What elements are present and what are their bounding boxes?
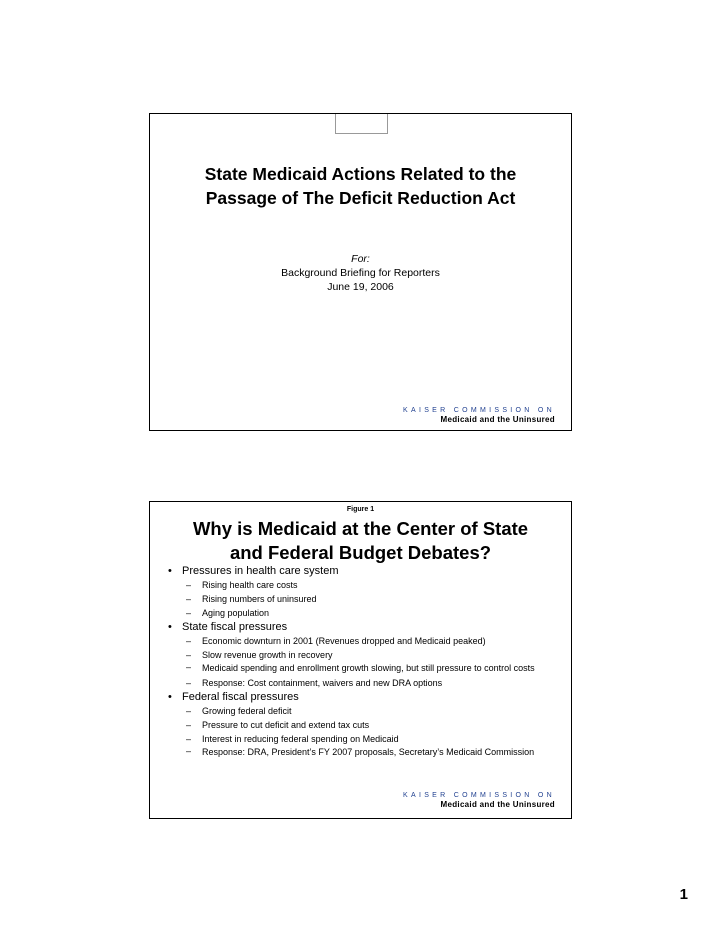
- date-text: June 19, 2006: [327, 281, 394, 293]
- bullet-list: [168, 564, 558, 760]
- sub-bullet-item: – Slow revenue growth in recovery: [186, 650, 333, 660]
- sub-bullet-item: – Response: Cost containment, waivers and new DRA options: [186, 678, 443, 688]
- bullet-item: • Pressures in health care system – Rising health care costs – Rising numbers of uninsured – Aging population: [168, 564, 558, 620]
- bullet-item: • Federal fiscal pressures – Growing federal deficit – Pressure to cut deficit and extend tax cuts – Interest in reducing federal spending on Medicaid – Response: DRA, President’s FY 2007 proposals, Secretary’s Medicaid Commission: [168, 690, 558, 760]
- slide-1: [149, 113, 572, 431]
- kaiser-logo: KAISER COMMISSION ON Medicaid and the Uninsured: [403, 407, 555, 424]
- briefing-text: Background Briefing for Reporters: [281, 267, 440, 279]
- sub-bullet-item: – Pressure to cut deficit and extend tax cuts: [186, 720, 370, 730]
- slide-2-title: Why is Medicaid at the Center of State and Federal Budget Debates?: [192, 518, 529, 563]
- sub-bullet-item: – Aging population: [186, 608, 270, 618]
- kaiser-logo: KAISER COMMISSION ON Medicaid and the Uninsured: [403, 792, 555, 809]
- slide-2: [149, 501, 572, 819]
- sub-bullet-item: – Rising numbers of uninsured: [186, 594, 317, 604]
- sub-bullet-item: – Response: DRA, President’s FY 2007 proposals, Secretary’s Medicaid Commission: [186, 746, 535, 757]
- page-number: 1: [679, 886, 688, 903]
- for-label: For:: [351, 253, 370, 265]
- sub-bullet-item: – Economic downturn in 2001 (Revenues dropped and Medicaid peaked): [186, 636, 486, 646]
- sub-bullet-item: – Growing federal deficit: [186, 706, 292, 716]
- sub-bullet-item: – Rising health care costs: [186, 580, 298, 590]
- sub-bullet-item: – Medicaid spending and enrollment growth slowing, but still pressure to control costs: [186, 662, 535, 673]
- sub-bullet-item: – Interest in reducing federal spending on Medicaid: [186, 734, 399, 744]
- slide-1-title: State Medicaid Actions Related to the Passage of The Deficit Reduction Act: [204, 164, 517, 208]
- figure-label: Figure 1: [346, 506, 375, 513]
- bullet-item: • State fiscal pressures – Economic downturn in 2001 (Revenues dropped and Medicaid peaked) – Slow revenue growth in recovery – Medicaid spending and enrollment growth slowing, but still pressure to control costs – Response: Cost containment, waivers and new DRA options: [168, 620, 558, 690]
- logo-placeholder: [335, 114, 388, 134]
